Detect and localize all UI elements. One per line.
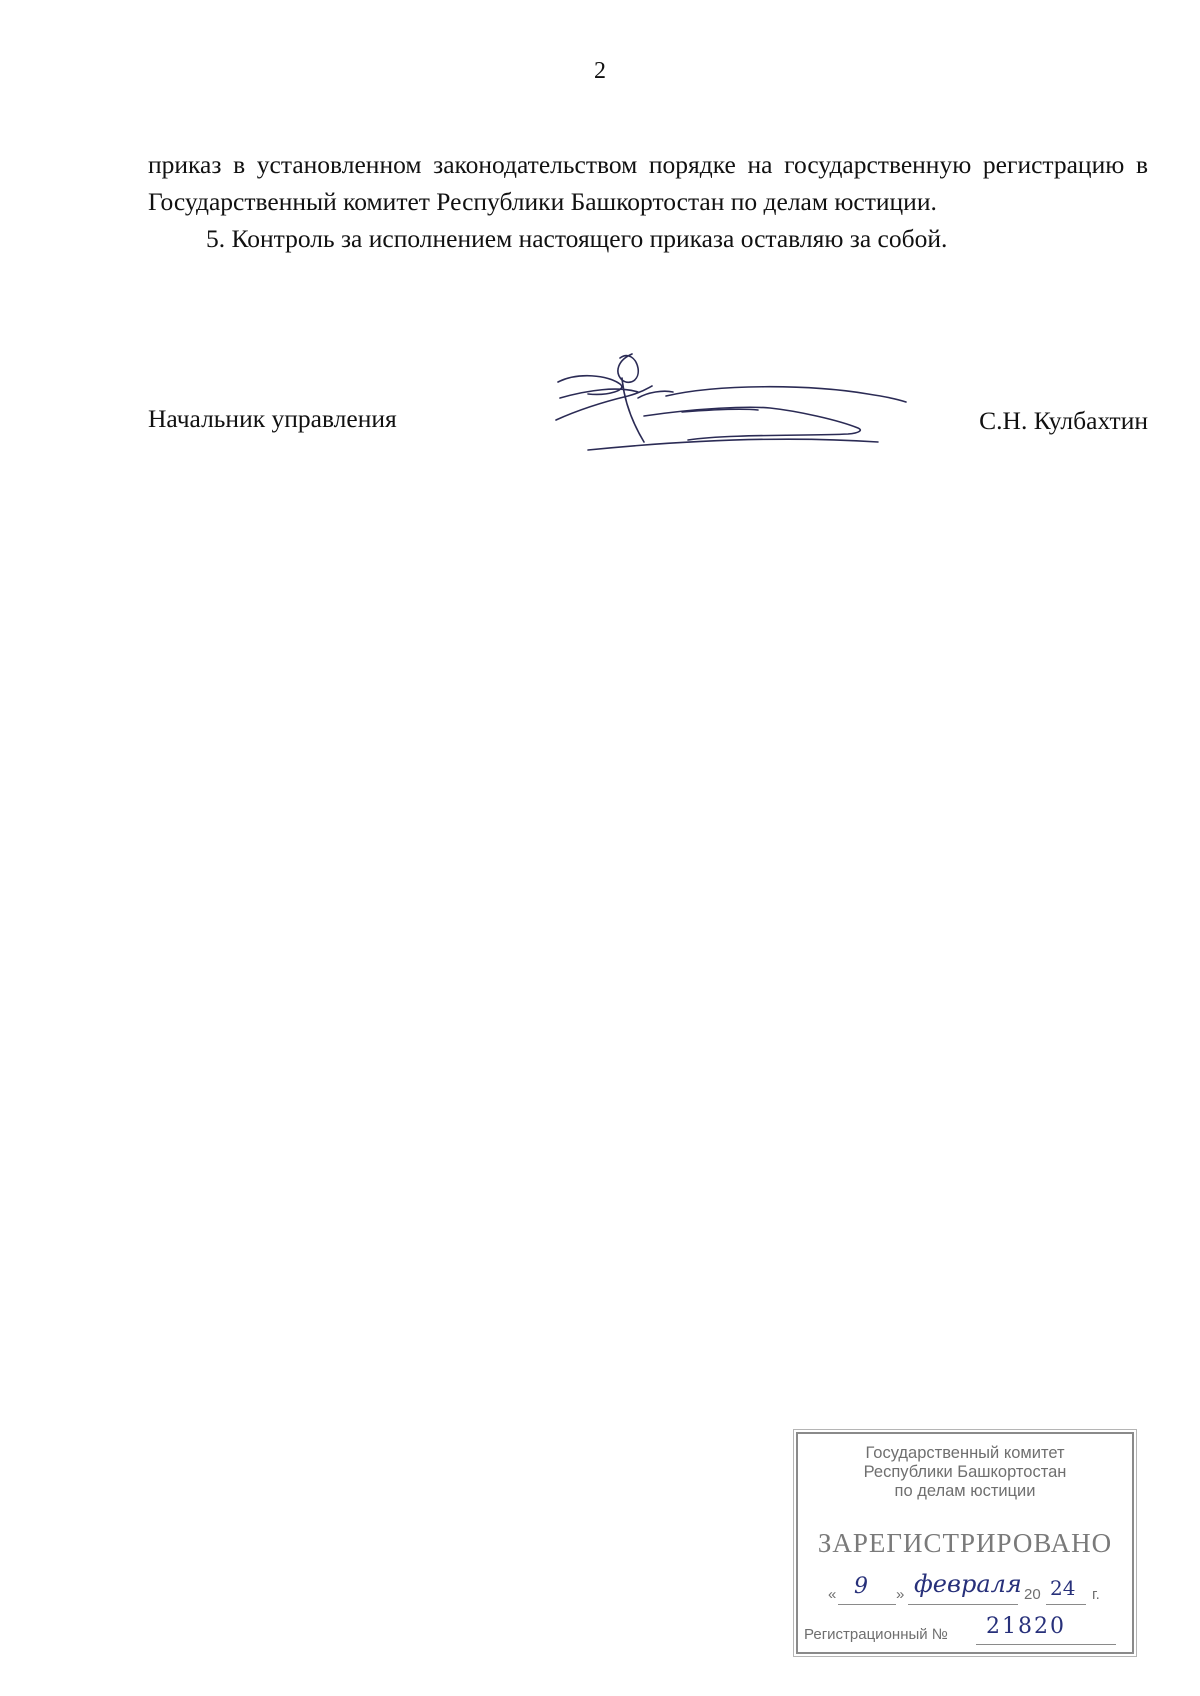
stamp-close-quote: » bbox=[896, 1586, 905, 1603]
stamp-month: февраля bbox=[914, 1570, 1022, 1598]
stamp-reg-number: 21820 bbox=[986, 1614, 1066, 1639]
signer-name: С.Н. Кулбахтин bbox=[979, 406, 1148, 435]
document-body bbox=[148, 146, 1148, 257]
stamp-year-unit: г. bbox=[1092, 1586, 1100, 1603]
stamp-day-line bbox=[838, 1604, 896, 1605]
paragraph-continuation: приказ в установленном законодательством порядке на государственную регистрацию в Государственный комитет Республики Башкортостан по делам юстиции. bbox=[148, 150, 1148, 216]
stamp-org-line: Республики Башкортостан bbox=[863, 1463, 1067, 1481]
handwritten-signature bbox=[548, 350, 948, 460]
stamp-open-quote: « bbox=[828, 1586, 837, 1603]
signer-position-title: Начальник управления bbox=[148, 404, 397, 433]
stamp-reg-line bbox=[976, 1644, 1116, 1645]
stamp-reg-label: Регистрационный № bbox=[804, 1626, 948, 1643]
registration-stamp bbox=[796, 1432, 1134, 1654]
stamp-organization bbox=[798, 1444, 1132, 1501]
stamp-status: ЗАРЕГИСТРИРОВАНО bbox=[817, 1528, 1113, 1558]
stamp-year-suffix: 24 bbox=[1050, 1576, 1076, 1600]
stamp-day: 9 bbox=[854, 1574, 868, 1599]
stamp-year-prefix: 20 bbox=[1024, 1586, 1041, 1603]
paragraph-item-5: 5. Контроль за исполнением настоящего приказа оставляю за собой. bbox=[206, 224, 948, 253]
stamp-date bbox=[828, 1570, 1118, 1610]
stamp-registration-number bbox=[804, 1616, 1124, 1650]
stamp-year-line bbox=[1046, 1604, 1086, 1605]
stamp-org-line: Государственный комитет bbox=[865, 1444, 1065, 1462]
page-number: 2 bbox=[594, 58, 606, 84]
stamp-org-line: по делам юстиции bbox=[894, 1482, 1036, 1500]
stamp-month-line bbox=[908, 1604, 1018, 1605]
